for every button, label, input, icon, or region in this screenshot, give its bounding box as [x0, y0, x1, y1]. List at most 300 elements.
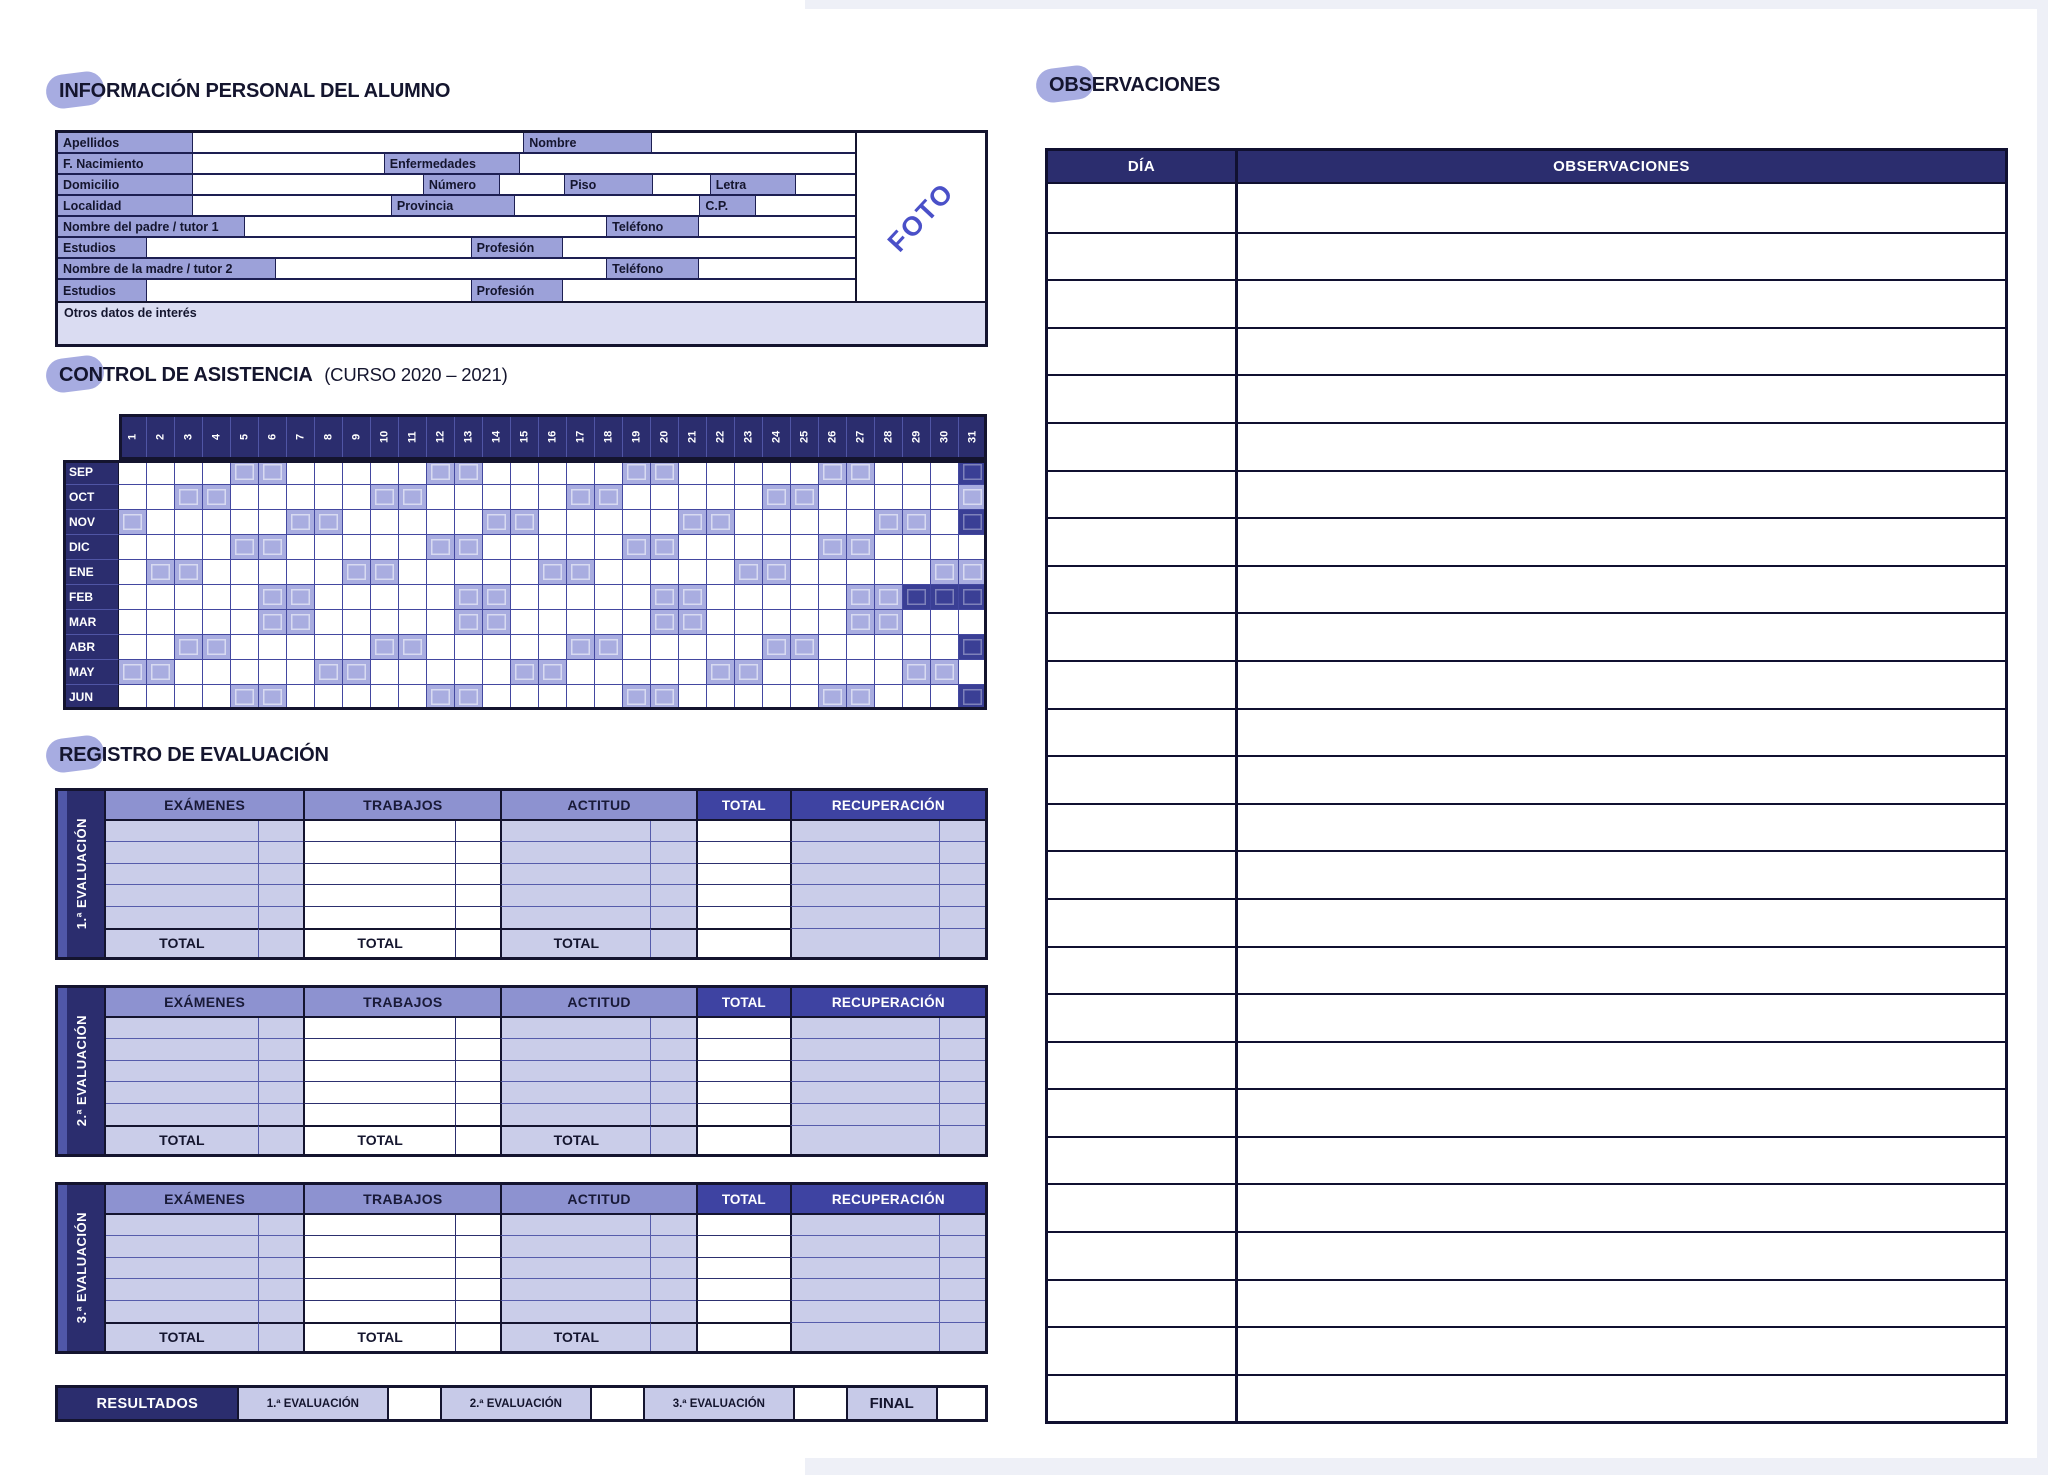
attendance-cell-ene-22[interactable] [707, 560, 735, 585]
attendance-cell-jun-29[interactable] [903, 685, 931, 710]
eval-cell[interactable] [303, 1039, 455, 1060]
attendance-cell-feb-12[interactable] [427, 585, 455, 610]
attendance-cell-may-2[interactable] [147, 660, 175, 685]
attendance-cell-feb-11[interactable] [399, 585, 427, 610]
eval-cell[interactable] [303, 1104, 455, 1125]
attendance-cell-feb-15[interactable] [511, 585, 539, 610]
observation-cell[interactable] [1238, 519, 2005, 565]
attendance-cell-jun-14[interactable] [483, 685, 511, 710]
attendance-cell-abr-20[interactable] [651, 635, 679, 660]
observation-cell[interactable] [1238, 184, 2005, 232]
attendance-cell-jun-4[interactable] [203, 685, 231, 710]
attendance-cell-ene-15[interactable] [511, 560, 539, 585]
attendance-cell-may-24[interactable] [763, 660, 791, 685]
eval-cell[interactable] [790, 885, 940, 906]
dia-cell[interactable] [1048, 1043, 1238, 1089]
attendance-cell-oct-15[interactable] [511, 485, 539, 510]
attendance-cell-may-12[interactable] [427, 660, 455, 685]
observation-cell[interactable] [1238, 1376, 2005, 1422]
attendance-cell-nov-7[interactable] [287, 510, 315, 535]
attendance-cell-abr-5[interactable] [231, 635, 259, 660]
attendance-cell-sep-25[interactable] [791, 460, 819, 485]
eval-cell[interactable] [500, 1039, 650, 1060]
attendance-cell-abr-28[interactable] [875, 635, 903, 660]
eval-cell[interactable] [106, 1061, 258, 1082]
field-input[interactable] [147, 238, 471, 257]
eval-cell[interactable] [500, 1104, 650, 1125]
attendance-cell-nov-28[interactable] [875, 510, 903, 535]
attendance-cell-abr-26[interactable] [819, 635, 847, 660]
eval-cell[interactable] [500, 842, 650, 863]
attendance-cell-oct-5[interactable] [231, 485, 259, 510]
eval-cell[interactable] [650, 907, 696, 928]
attendance-cell-may-17[interactable] [567, 660, 595, 685]
eval-cell[interactable] [303, 885, 455, 906]
eval-cell[interactable] [939, 1301, 985, 1322]
eval-cell[interactable] [106, 1279, 258, 1300]
attendance-cell-feb-20[interactable] [651, 585, 679, 610]
field-input[interactable] [652, 133, 855, 152]
observation-cell[interactable] [1238, 472, 2005, 518]
attendance-cell-jun-1[interactable] [119, 685, 147, 710]
attendance-cell-may-28[interactable] [875, 660, 903, 685]
attendance-cell-sep-17[interactable] [567, 460, 595, 485]
attendance-cell-jun-6[interactable] [259, 685, 287, 710]
total-row-cell[interactable] [790, 1322, 940, 1351]
attendance-cell-oct-25[interactable] [791, 485, 819, 510]
eval-cell[interactable] [696, 864, 790, 885]
attendance-cell-feb-16[interactable] [539, 585, 567, 610]
field-input[interactable] [796, 175, 855, 194]
attendance-cell-oct-1[interactable] [119, 485, 147, 510]
observation-cell[interactable] [1238, 852, 2005, 898]
total-row-cell[interactable] [455, 1322, 501, 1351]
attendance-cell-feb-21[interactable] [679, 585, 707, 610]
attendance-cell-may-6[interactable] [259, 660, 287, 685]
other-info-row[interactable] [58, 301, 985, 344]
eval-cell[interactable] [106, 885, 258, 906]
eval-cell[interactable] [258, 1258, 304, 1279]
attendance-cell-may-23[interactable] [735, 660, 763, 685]
eval-cell[interactable] [455, 907, 501, 928]
observation-cell[interactable] [1238, 1185, 2005, 1231]
attendance-cell-jun-24[interactable] [763, 685, 791, 710]
eval-cell[interactable] [790, 842, 940, 863]
eval-cell[interactable] [790, 821, 940, 842]
field-input[interactable] [276, 259, 607, 278]
attendance-cell-ene-6[interactable] [259, 560, 287, 585]
attendance-cell-sep-16[interactable] [539, 460, 567, 485]
eval-cell[interactable] [650, 1039, 696, 1060]
eval-cell[interactable] [650, 1018, 696, 1039]
attendance-cell-dic-17[interactable] [567, 535, 595, 560]
observation-cell[interactable] [1238, 1090, 2005, 1136]
attendance-cell-jun-12[interactable] [427, 685, 455, 710]
eval-cell[interactable] [455, 885, 501, 906]
attendance-cell-nov-13[interactable] [455, 510, 483, 535]
attendance-cell-ene-1[interactable] [119, 560, 147, 585]
eval-cell[interactable] [455, 1104, 501, 1125]
attendance-cell-mar-31[interactable] [959, 610, 987, 635]
attendance-cell-may-19[interactable] [623, 660, 651, 685]
attendance-cell-ene-7[interactable] [287, 560, 315, 585]
eval-cell[interactable] [500, 1215, 650, 1236]
eval-cell[interactable] [258, 1104, 304, 1125]
eval-cell[interactable] [790, 1104, 940, 1125]
field-input[interactable] [193, 154, 384, 173]
attendance-cell-dic-16[interactable] [539, 535, 567, 560]
eval-cell[interactable] [258, 1082, 304, 1103]
observation-cell[interactable] [1238, 376, 2005, 422]
eval-cell[interactable] [696, 1236, 790, 1257]
attendance-cell-dic-28[interactable] [875, 535, 903, 560]
attendance-cell-jun-27[interactable] [847, 685, 875, 710]
eval-cell[interactable] [303, 907, 455, 928]
attendance-cell-may-18[interactable] [595, 660, 623, 685]
attendance-cell-dic-3[interactable] [175, 535, 203, 560]
dia-cell[interactable] [1048, 852, 1238, 898]
attendance-cell-oct-23[interactable] [735, 485, 763, 510]
attendance-cell-feb-8[interactable] [315, 585, 343, 610]
attendance-cell-nov-15[interactable] [511, 510, 539, 535]
eval-cell[interactable] [455, 1061, 501, 1082]
attendance-cell-sep-9[interactable] [343, 460, 371, 485]
attendance-cell-jun-28[interactable] [875, 685, 903, 710]
attendance-cell-may-14[interactable] [483, 660, 511, 685]
dia-cell[interactable] [1048, 1090, 1238, 1136]
attendance-cell-feb-7[interactable] [287, 585, 315, 610]
dia-cell[interactable] [1048, 424, 1238, 470]
attendance-cell-dic-18[interactable] [595, 535, 623, 560]
attendance-cell-oct-8[interactable] [315, 485, 343, 510]
observation-cell[interactable] [1238, 995, 2005, 1041]
attendance-cell-abr-18[interactable] [595, 635, 623, 660]
dia-cell[interactable] [1048, 805, 1238, 851]
total-row-cell[interactable] [258, 928, 304, 957]
attendance-cell-may-11[interactable] [399, 660, 427, 685]
total-row-cell[interactable] [258, 1125, 304, 1154]
eval-cell[interactable] [500, 1082, 650, 1103]
attendance-cell-ene-23[interactable] [735, 560, 763, 585]
attendance-cell-feb-2[interactable] [147, 585, 175, 610]
attendance-cell-nov-26[interactable] [819, 510, 847, 535]
eval-cell[interactable] [790, 1301, 940, 1322]
observation-cell[interactable] [1238, 1328, 2005, 1374]
eval-cell[interactable] [500, 907, 650, 928]
attendance-cell-abr-3[interactable] [175, 635, 203, 660]
attendance-cell-jun-11[interactable] [399, 685, 427, 710]
eval-cell[interactable] [939, 1236, 985, 1257]
eval-cell[interactable] [258, 821, 304, 842]
eval-cell[interactable] [696, 1258, 790, 1279]
attendance-cell-jun-5[interactable] [231, 685, 259, 710]
attendance-cell-oct-26[interactable] [819, 485, 847, 510]
eval-cell[interactable] [455, 1215, 501, 1236]
eval-cell[interactable] [939, 1018, 985, 1039]
attendance-cell-jun-16[interactable] [539, 685, 567, 710]
attendance-cell-sep-30[interactable] [931, 460, 959, 485]
attendance-cell-mar-27[interactable] [847, 610, 875, 635]
attendance-cell-mar-24[interactable] [763, 610, 791, 635]
attendance-cell-sep-18[interactable] [595, 460, 623, 485]
attendance-cell-dic-6[interactable] [259, 535, 287, 560]
eval-cell[interactable] [500, 1236, 650, 1257]
attendance-cell-abr-27[interactable] [847, 635, 875, 660]
attendance-cell-jun-7[interactable] [287, 685, 315, 710]
attendance-cell-ene-10[interactable] [371, 560, 399, 585]
attendance-cell-nov-16[interactable] [539, 510, 567, 535]
eval-cell[interactable] [650, 1236, 696, 1257]
attendance-cell-nov-20[interactable] [651, 510, 679, 535]
attendance-cell-oct-11[interactable] [399, 485, 427, 510]
eval-cell[interactable] [455, 1039, 501, 1060]
eval-cell[interactable] [303, 821, 455, 842]
attendance-cell-oct-29[interactable] [903, 485, 931, 510]
attendance-cell-mar-3[interactable] [175, 610, 203, 635]
attendance-cell-nov-10[interactable] [371, 510, 399, 535]
attendance-cell-jun-9[interactable] [343, 685, 371, 710]
attendance-cell-mar-16[interactable] [539, 610, 567, 635]
attendance-cell-oct-24[interactable] [763, 485, 791, 510]
field-input[interactable] [563, 238, 855, 257]
attendance-cell-may-27[interactable] [847, 660, 875, 685]
field-input[interactable] [193, 175, 424, 194]
eval-cell[interactable] [650, 1082, 696, 1103]
attendance-cell-may-8[interactable] [315, 660, 343, 685]
dia-cell[interactable] [1048, 519, 1238, 565]
eval-cell[interactable] [303, 1018, 455, 1039]
attendance-cell-oct-21[interactable] [679, 485, 707, 510]
attendance-cell-may-5[interactable] [231, 660, 259, 685]
attendance-cell-may-31[interactable] [959, 660, 987, 685]
attendance-cell-mar-1[interactable] [119, 610, 147, 635]
eval-cell[interactable] [650, 885, 696, 906]
attendance-cell-nov-8[interactable] [315, 510, 343, 535]
attendance-cell-nov-3[interactable] [175, 510, 203, 535]
eval-cell[interactable] [696, 842, 790, 863]
eval-cell[interactable] [500, 1301, 650, 1322]
attendance-cell-jun-22[interactable] [707, 685, 735, 710]
attendance-cell-abr-12[interactable] [427, 635, 455, 660]
attendance-cell-jun-10[interactable] [371, 685, 399, 710]
attendance-cell-feb-27[interactable] [847, 585, 875, 610]
eval-cell[interactable] [303, 842, 455, 863]
attendance-cell-oct-13[interactable] [455, 485, 483, 510]
observation-cell[interactable] [1238, 1281, 2005, 1327]
dia-cell[interactable] [1048, 567, 1238, 613]
eval-cell[interactable] [939, 1082, 985, 1103]
attendance-cell-sep-10[interactable] [371, 460, 399, 485]
eval-cell[interactable] [258, 864, 304, 885]
attendance-cell-feb-28[interactable] [875, 585, 903, 610]
attendance-cell-ene-27[interactable] [847, 560, 875, 585]
eval-cell[interactable] [455, 1018, 501, 1039]
attendance-cell-sep-2[interactable] [147, 460, 175, 485]
attendance-cell-dic-26[interactable] [819, 535, 847, 560]
attendance-cell-nov-23[interactable] [735, 510, 763, 535]
attendance-cell-nov-9[interactable] [343, 510, 371, 535]
attendance-cell-dic-4[interactable] [203, 535, 231, 560]
attendance-cell-mar-10[interactable] [371, 610, 399, 635]
eval-cell[interactable] [790, 1236, 940, 1257]
attendance-cell-abr-30[interactable] [931, 635, 959, 660]
attendance-cell-may-9[interactable] [343, 660, 371, 685]
eval-cell[interactable] [106, 1018, 258, 1039]
attendance-cell-feb-19[interactable] [623, 585, 651, 610]
attendance-cell-mar-25[interactable] [791, 610, 819, 635]
eval-cell[interactable] [500, 885, 650, 906]
attendance-cell-oct-10[interactable] [371, 485, 399, 510]
attendance-cell-may-15[interactable] [511, 660, 539, 685]
attendance-cell-feb-25[interactable] [791, 585, 819, 610]
attendance-cell-ene-14[interactable] [483, 560, 511, 585]
field-input[interactable] [193, 196, 391, 215]
eval-cell[interactable] [258, 842, 304, 863]
dia-cell[interactable] [1048, 948, 1238, 994]
attendance-cell-dic-12[interactable] [427, 535, 455, 560]
resultado-final-value[interactable] [938, 1388, 985, 1419]
eval-cell[interactable] [696, 1215, 790, 1236]
eval-cell[interactable] [258, 907, 304, 928]
attendance-cell-oct-19[interactable] [623, 485, 651, 510]
total-row-cell[interactable] [696, 1322, 790, 1351]
eval-cell[interactable] [106, 1082, 258, 1103]
attendance-cell-may-25[interactable] [791, 660, 819, 685]
eval-cell[interactable] [303, 1301, 455, 1322]
eval-cell[interactable] [939, 1061, 985, 1082]
attendance-cell-ene-12[interactable] [427, 560, 455, 585]
attendance-cell-dic-2[interactable] [147, 535, 175, 560]
attendance-cell-dic-30[interactable] [931, 535, 959, 560]
attendance-cell-ene-16[interactable] [539, 560, 567, 585]
attendance-cell-sep-19[interactable] [623, 460, 651, 485]
attendance-cell-mar-26[interactable] [819, 610, 847, 635]
attendance-cell-oct-28[interactable] [875, 485, 903, 510]
attendance-cell-oct-4[interactable] [203, 485, 231, 510]
eval-cell[interactable] [939, 1039, 985, 1060]
attendance-cell-mar-23[interactable] [735, 610, 763, 635]
attendance-cell-dic-19[interactable] [623, 535, 651, 560]
attendance-cell-oct-30[interactable] [931, 485, 959, 510]
attendance-cell-dic-13[interactable] [455, 535, 483, 560]
eval-cell[interactable] [650, 1279, 696, 1300]
dia-cell[interactable] [1048, 900, 1238, 946]
attendance-cell-abr-15[interactable] [511, 635, 539, 660]
attendance-cell-abr-24[interactable] [763, 635, 791, 660]
attendance-cell-mar-28[interactable] [875, 610, 903, 635]
attendance-cell-may-16[interactable] [539, 660, 567, 685]
eval-cell[interactable] [258, 1018, 304, 1039]
eval-cell[interactable] [455, 1082, 501, 1103]
dia-cell[interactable] [1048, 234, 1238, 280]
attendance-cell-jun-26[interactable] [819, 685, 847, 710]
attendance-cell-jun-2[interactable] [147, 685, 175, 710]
eval-cell[interactable] [939, 842, 985, 863]
attendance-cell-feb-9[interactable] [343, 585, 371, 610]
attendance-cell-oct-14[interactable] [483, 485, 511, 510]
eval-cell[interactable] [696, 1104, 790, 1125]
attendance-cell-jun-3[interactable] [175, 685, 203, 710]
eval-cell[interactable] [500, 1061, 650, 1082]
total-row-cell[interactable] [455, 928, 501, 957]
attendance-cell-ene-4[interactable] [203, 560, 231, 585]
attendance-cell-dic-9[interactable] [343, 535, 371, 560]
attendance-cell-jun-23[interactable] [735, 685, 763, 710]
dia-cell[interactable] [1048, 614, 1238, 660]
eval-cell[interactable] [939, 885, 985, 906]
eval-cell[interactable] [696, 1039, 790, 1060]
attendance-cell-mar-5[interactable] [231, 610, 259, 635]
attendance-cell-ene-24[interactable] [763, 560, 791, 585]
attendance-cell-oct-2[interactable] [147, 485, 175, 510]
eval-cell[interactable] [455, 1301, 501, 1322]
eval-cell[interactable] [303, 1258, 455, 1279]
dia-cell[interactable] [1048, 472, 1238, 518]
eval-cell[interactable] [106, 1039, 258, 1060]
attendance-cell-abr-13[interactable] [455, 635, 483, 660]
eval-cell[interactable] [790, 1061, 940, 1082]
attendance-cell-nov-17[interactable] [567, 510, 595, 535]
dia-cell[interactable] [1048, 184, 1238, 232]
attendance-cell-feb-14[interactable] [483, 585, 511, 610]
total-row-cell[interactable] [790, 1125, 940, 1154]
eval-cell[interactable] [106, 1301, 258, 1322]
attendance-cell-feb-10[interactable] [371, 585, 399, 610]
attendance-cell-nov-18[interactable] [595, 510, 623, 535]
eval-cell[interactable] [455, 821, 501, 842]
attendance-cell-may-26[interactable] [819, 660, 847, 685]
observation-cell[interactable] [1238, 329, 2005, 375]
attendance-cell-mar-4[interactable] [203, 610, 231, 635]
eval-cell[interactable] [939, 1279, 985, 1300]
eval-cell[interactable] [106, 1104, 258, 1125]
attendance-cell-dic-14[interactable] [483, 535, 511, 560]
attendance-cell-ene-26[interactable] [819, 560, 847, 585]
resultado-1-value[interactable] [389, 1388, 442, 1419]
attendance-cell-nov-4[interactable] [203, 510, 231, 535]
attendance-cell-mar-6[interactable] [259, 610, 287, 635]
attendance-cell-mar-13[interactable] [455, 610, 483, 635]
eval-cell[interactable] [106, 842, 258, 863]
dia-cell[interactable] [1048, 376, 1238, 422]
attendance-cell-nov-19[interactable] [623, 510, 651, 535]
field-input[interactable] [520, 154, 855, 173]
attendance-cell-ene-9[interactable] [343, 560, 371, 585]
attendance-cell-oct-3[interactable] [175, 485, 203, 510]
attendance-cell-dic-31[interactable] [959, 535, 987, 560]
eval-cell[interactable] [258, 1236, 304, 1257]
attendance-cell-sep-29[interactable] [903, 460, 931, 485]
attendance-cell-sep-27[interactable] [847, 460, 875, 485]
dia-cell[interactable] [1048, 710, 1238, 756]
attendance-cell-dic-22[interactable] [707, 535, 735, 560]
attendance-cell-abr-7[interactable] [287, 635, 315, 660]
attendance-cell-jun-19[interactable] [623, 685, 651, 710]
attendance-cell-nov-27[interactable] [847, 510, 875, 535]
attendance-cell-sep-3[interactable] [175, 460, 203, 485]
field-input[interactable] [653, 175, 710, 194]
eval-cell[interactable] [650, 821, 696, 842]
attendance-cell-mar-7[interactable] [287, 610, 315, 635]
dia-cell[interactable] [1048, 1281, 1238, 1327]
attendance-cell-sep-1[interactable] [119, 460, 147, 485]
attendance-cell-ene-19[interactable] [623, 560, 651, 585]
dia-cell[interactable] [1048, 662, 1238, 708]
attendance-cell-ene-29[interactable] [903, 560, 931, 585]
attendance-cell-mar-14[interactable] [483, 610, 511, 635]
attendance-cell-abr-16[interactable] [539, 635, 567, 660]
eval-cell[interactable] [790, 907, 940, 928]
